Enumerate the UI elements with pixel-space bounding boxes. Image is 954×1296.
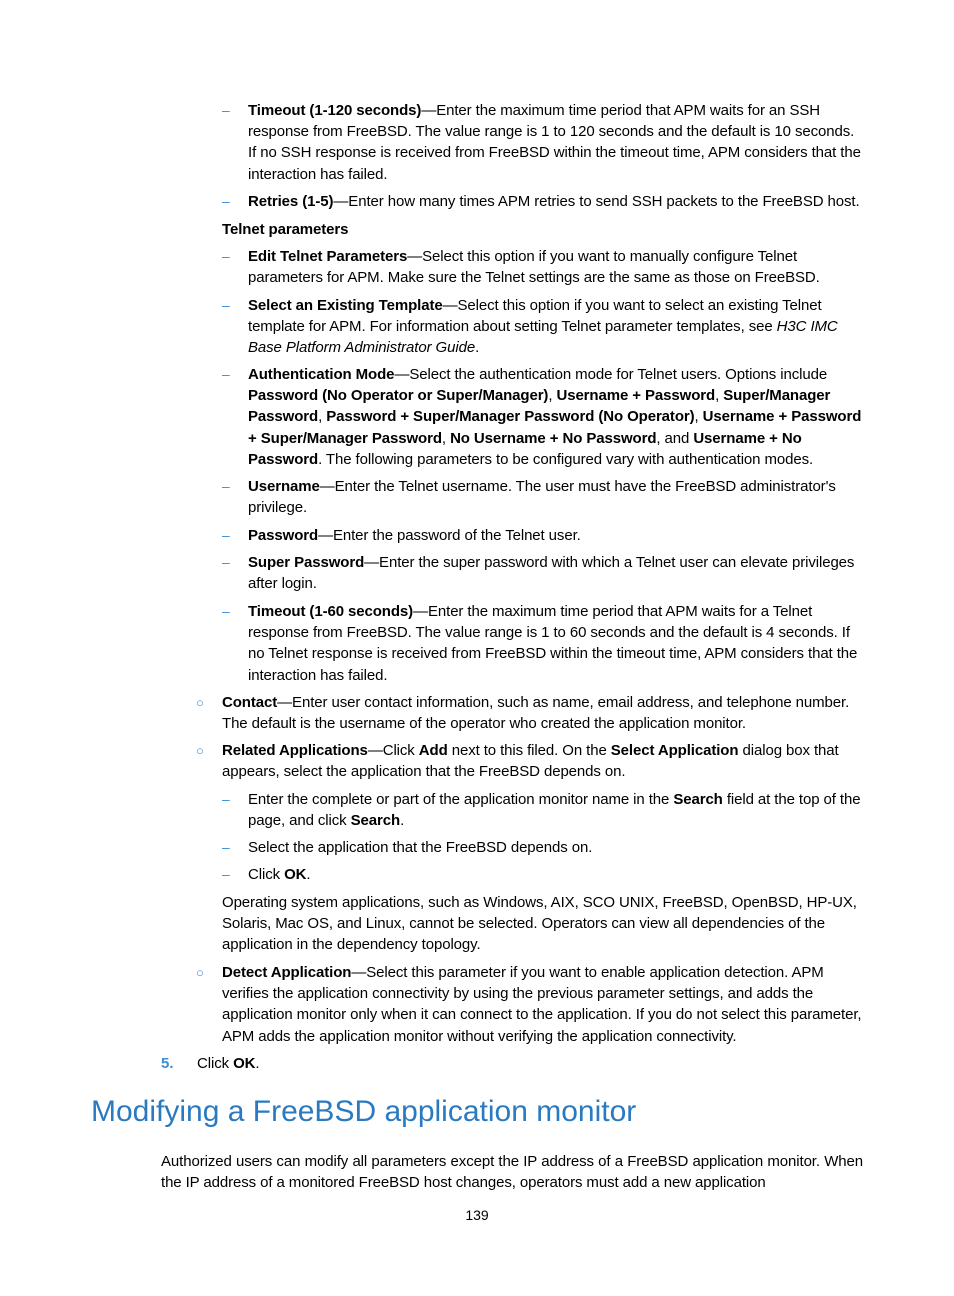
dash-bullet: – <box>222 297 230 313</box>
circle-bullet: ○ <box>196 965 204 980</box>
section-heading: Modifying a FreeBSD application monitor <box>91 1095 637 1128</box>
dash-bullet: – <box>222 248 230 264</box>
dash-bullet: – <box>222 603 230 619</box>
step-number: 5. <box>161 1055 174 1072</box>
guide-reference: H3C IMC Base Platform Administrator Guide <box>248 318 838 357</box>
term: Password <box>248 527 319 544</box>
password-item: Password—Enter the password of the Telnet user. <box>248 527 581 544</box>
circle-bullet: ○ <box>196 695 204 710</box>
sub-step-search: Enter the complete or part of the application monitor name in the Search field at the top of the page, and click Search. <box>248 791 861 830</box>
term: Username <box>248 478 320 495</box>
term: Related Applications <box>222 742 368 759</box>
dash-bullet: – <box>222 193 230 209</box>
edit-telnet-item: Edit Telnet Parameters—Select this option if you want to manually configure Telnet parameters for APM. Make sure the Telnet settings are the same as those on FreeBSD. <box>248 248 820 287</box>
term: Edit Telnet Parameters <box>248 248 408 265</box>
username-item: Username—Enter the Telnet username. The user must have the FreeBSD administrator's privilege. <box>248 478 836 517</box>
term: Detect Application <box>222 964 352 981</box>
detect-application-item: Detect Application—Select this parameter if you want to enable application detection. APM verifies the application connectivity by using the previous parameter settings, and adds the application monitor only when it can connect to the application. If you do not select this parameter, APM adds the application monitor without verifying the application connectivity. <box>222 964 862 1045</box>
section-intro: Authorized users can modify all parameters except the IP address of a FreeBSD application monitor. When the IP address of a monitored FreeBSD host changes, operators must add a new application <box>161 1153 863 1192</box>
contact-item: Contact—Enter user contact information, such as name, email address, and telephone number. The default is the username of the operator who created the application monitor. <box>222 694 850 733</box>
page-number: 139 <box>465 1207 489 1223</box>
dash-bullet: – <box>222 839 230 855</box>
term: Authentication Mode <box>248 366 395 383</box>
dash-bullet: – <box>222 527 230 543</box>
sub-step-select: Select the application that the FreeBSD depends on. <box>248 839 593 856</box>
os-note: Operating system applications, such as Windows, AIX, SCO UNIX, FreeBSD, OpenBSD, HP-UX, Solaris, Mac OS, and Linux, cannot be selected. Operators can view all dependencies of the application in the dependency topology. <box>222 894 857 954</box>
term: Contact <box>222 694 278 711</box>
dash-bullet: – <box>222 102 230 118</box>
super-password-item: Super Password—Enter the super password with which a Telnet user can elevate privileges after login. <box>248 554 855 593</box>
dash-bullet: – <box>222 791 230 807</box>
existing-template-item: Select an Existing Template—Select this option if you want to select an existing Telnet template for APM. For information about setting Telnet parameter templates, see H3C IMC Base Platform Administrator Guide. <box>248 297 838 357</box>
timeout-ssh-item: Timeout (1-120 seconds)—Enter the maximum time period that APM waits for an SSH response from FreeBSD. The value range is 1 to 120 seconds and the default is 10 seconds. If no SSH response is received from FreeBSD within the timeout time, APM considers that the interaction has failed. <box>248 102 861 183</box>
dash-bullet: – <box>222 478 230 494</box>
dash-bullet: – <box>222 866 230 882</box>
term: Select an Existing Template <box>248 297 443 314</box>
term: Super Password <box>248 554 365 571</box>
timeout-telnet-item: Timeout (1-60 seconds)—Enter the maximum time period that APM waits for a Telnet response from FreeBSD. The value range is 1 to 60 seconds and the default is 4 seconds. If no Telnet response is received from FreeBSD within the timeout time, APM considers that the interaction has failed. <box>248 603 858 684</box>
circle-bullet: ○ <box>196 743 204 758</box>
sub-step-click-ok: Click OK. <box>248 866 311 883</box>
retries-item: Retries (1-5)—Enter how many times APM retries to send SSH packets to the FreeBSD host. <box>248 193 860 210</box>
term: Timeout (1-120 seconds) <box>248 102 422 119</box>
dash-bullet: – <box>222 554 230 570</box>
auth-mode-item: Authentication Mode—Select the authentication mode for Telnet users. Options include Password (No Operator or Super/Manager), Username + Password, Super/Manager Password, Password + Super/Manager Password (No Operator), Username + Password + Super/Manager Password, No Username + No Password, and Username + No Password. The following parameters to be configured vary with authentication modes. <box>248 366 862 468</box>
term: Timeout (1-60 seconds) <box>248 603 414 620</box>
telnet-parameters-heading: Telnet parameters <box>222 221 349 238</box>
related-applications-item: Related Applications—Click Add next to this filed. On the Select Application dialog box that appears, select the application that the FreeBSD depends on. <box>222 742 839 781</box>
step-5: Click OK. <box>197 1055 260 1072</box>
term: Retries (1-5) <box>248 193 334 210</box>
dash-bullet: – <box>222 366 230 382</box>
